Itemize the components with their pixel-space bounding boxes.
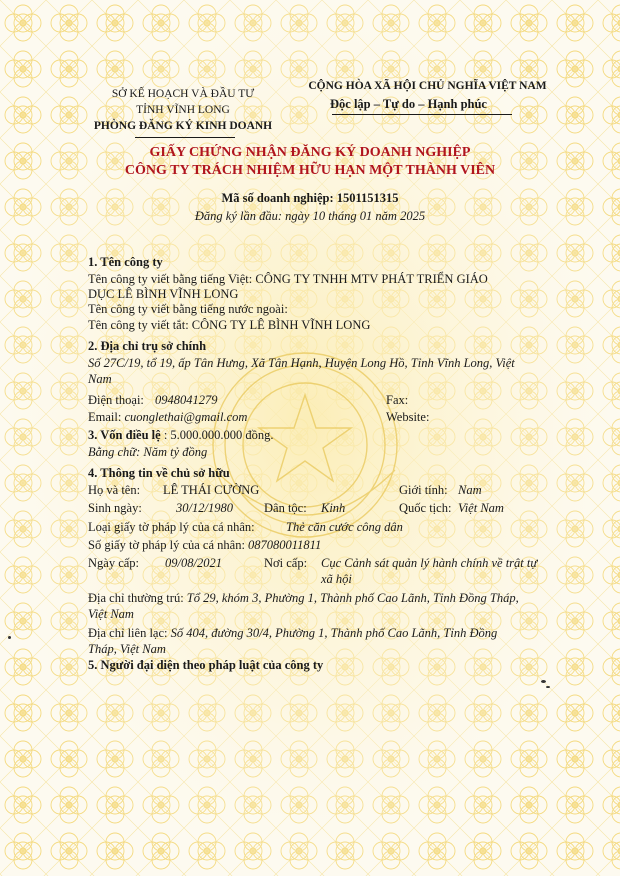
- nationality-label: Quốc tịch:: [399, 501, 452, 515]
- doc-number-row: [88, 538, 321, 553]
- issue-place-value-continued: xã hội: [321, 572, 352, 586]
- fax-label: Fax:: [386, 393, 409, 407]
- nation-name: CỘNG HÒA XÃ HỘI CHỦ NGHĨA VIỆT NAM: [308, 80, 547, 92]
- email-value: cuonglethai@gmail.com: [124, 410, 248, 424]
- gender-label: Giới tính:: [399, 483, 448, 497]
- short-name-row: [88, 318, 370, 333]
- contact-address-row: [88, 626, 497, 641]
- website-label: Website:: [386, 410, 430, 424]
- nation-motto: Độc lập – Tự do – Hạnh phúc: [330, 97, 487, 111]
- certificate-title: GIẤY CHỨNG NHẬN ĐĂNG KÝ DOANH NGHIỆP: [149, 145, 471, 160]
- vietnamese-name-row: [88, 272, 488, 287]
- gender-value: Nam: [458, 483, 482, 497]
- office-name: PHÒNG ĐĂNG KÝ KINH DOANH: [93, 120, 273, 132]
- dob-label: Sinh ngày:: [88, 501, 142, 515]
- issue-date-label: Ngày cấp:: [88, 556, 140, 570]
- dob-value: 30/12/1980: [176, 501, 233, 515]
- permanent-address-value: Tổ 29, khóm 3, Phường 1, Thành phố Cao Lãnh, Tỉnh Đồng Tháp,: [186, 591, 519, 605]
- permanent-address-label: Địa chỉ thường trú:: [88, 591, 184, 605]
- section-5-heading: 5. Người đại diện theo pháp luật của công ty: [88, 658, 324, 672]
- vietnamese-name-value-continued: DỤC LÊ BÌNH VĨNH LONG: [88, 287, 239, 301]
- scan-speck: [546, 686, 550, 688]
- office-underline: [135, 137, 235, 138]
- phone-label: Điện thoại:: [88, 393, 144, 407]
- issue-place-value: Cục Cảnh sát quản lý hành chính về trật tự: [321, 556, 538, 570]
- doc-type-value: Thẻ căn cước công dân: [286, 520, 403, 534]
- head-office-address-continued: Nam: [88, 372, 112, 386]
- charter-capital-value: : 5.000.000.000 đồng.: [163, 428, 274, 442]
- email-row: [88, 410, 247, 425]
- section-3-heading: 3. Vốn điều lệ: [88, 428, 161, 442]
- department-name: SỞ KẾ HOẠCH VÀ ĐẦU TƯ: [111, 88, 255, 100]
- permanent-address-value-continued: Việt Nam: [88, 607, 134, 621]
- owner-name-label: Họ và tên:: [88, 483, 141, 497]
- province-name: TỈNH VĨNH LONG: [136, 104, 230, 116]
- foreign-name-label: Tên công ty viết bằng tiếng nước ngoài:: [88, 302, 288, 316]
- scan-speck: [8, 636, 11, 639]
- phone-value: 0948041279: [155, 393, 218, 407]
- owner-name-value: LÊ THÁI CƯỜNG: [163, 483, 260, 497]
- enterprise-code: Mã số doanh nghiệp: 1501151315: [221, 191, 399, 205]
- vietnamese-name-value: CÔNG TY TNHH MTV PHÁT TRIỂN GIÁO: [255, 272, 488, 286]
- contact-address-value: Số 404, đường 30/4, Phường 1, Thành phố Cao Lãnh, Tỉnh Đồng: [170, 626, 498, 640]
- charter-capital-in-words: Bằng chữ: Năm tỷ đồng: [88, 445, 208, 459]
- contact-address-value-continued: Tháp, Việt Nam: [88, 642, 166, 656]
- email-label: Email:: [88, 410, 122, 424]
- phone-row: [88, 393, 218, 408]
- vietnamese-name-label: Tên công ty viết bằng tiếng Việt:: [88, 272, 253, 286]
- doc-type-label: Loại giấy tờ pháp lý của cá nhân:: [88, 520, 255, 534]
- issue-date-value: 09/08/2021: [165, 556, 222, 570]
- permanent-address-row: [88, 591, 519, 606]
- motto-underline: [332, 114, 512, 115]
- head-office-address: Số 27C/19, tổ 19, ấp Tân Hưng, Xã Tân Hạnh, Huyện Long Hồ, Tỉnh Vĩnh Long, Việt: [88, 356, 515, 370]
- contact-address-label: Địa chỉ liên lạc:: [88, 626, 168, 640]
- section-4-heading: 4. Thông tin về chủ sở hữu: [88, 466, 230, 480]
- short-name-label: Tên công ty viết tắt:: [88, 318, 189, 332]
- scan-speck: [541, 680, 546, 683]
- section-1-heading: 1. Tên công ty: [88, 255, 163, 269]
- section-3-row: [88, 428, 274, 443]
- ethnicity-label: Dân tộc:: [264, 501, 307, 515]
- doc-number-label: Số giấy tờ pháp lý của cá nhân:: [88, 538, 245, 552]
- company-type-title: CÔNG TY TRÁCH NHIỆM HỮU HẠN MỘT THÀNH VIÊN: [124, 163, 496, 178]
- first-registration-date: Đăng ký lần đầu: ngày 10 tháng 01 năm 2025: [194, 209, 426, 223]
- nationality-value: Việt Nam: [458, 501, 504, 515]
- issue-place-label: Nơi cấp:: [264, 556, 308, 570]
- doc-number-value: 087080011811: [248, 538, 322, 552]
- ethnicity-value: Kinh: [321, 501, 346, 515]
- section-2-heading: 2. Địa chỉ trụ sở chính: [88, 339, 207, 353]
- short-name-value: CÔNG TY LÊ BÌNH VĨNH LONG: [191, 318, 371, 332]
